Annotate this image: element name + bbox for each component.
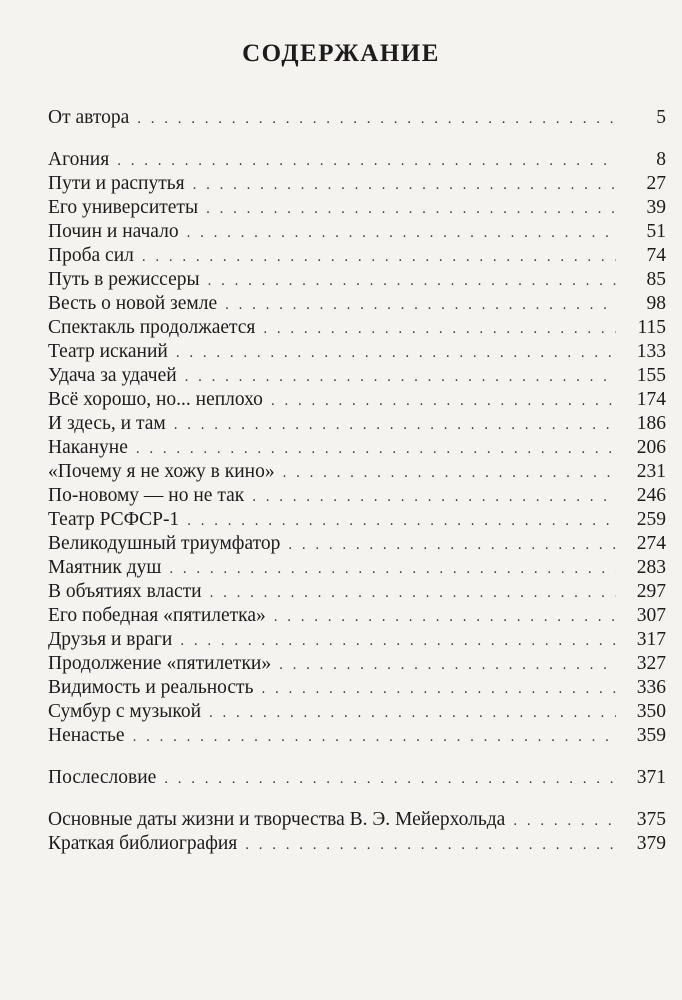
dot-leader: [513, 809, 616, 833]
toc-entry: [48, 244, 666, 268]
toc-entry-page: 246: [636, 485, 666, 506]
toc-entry-page: 74: [646, 245, 666, 266]
toc-entry-title: Его победная «пятилетка»: [48, 605, 266, 626]
toc-entry-page: 206: [636, 437, 666, 458]
dot-leader: [245, 833, 616, 857]
toc-entry-page: 307: [636, 605, 666, 626]
toc-entry-page: 274: [636, 533, 666, 554]
dot-leader: [142, 245, 616, 269]
toc-entry-page: 336: [636, 677, 666, 698]
toc-entry-page: 350: [636, 701, 666, 722]
toc-entry-title: Спектакль продолжается: [48, 317, 256, 338]
toc-entry: [48, 340, 666, 364]
toc-entry: [48, 316, 666, 340]
toc-entry-page: 359: [636, 725, 666, 746]
toc-entry-title: Пути и распутья: [48, 173, 185, 194]
toc-entry-page: 375: [636, 809, 666, 830]
toc-entry-page: 133: [636, 341, 666, 362]
toc-entry: [48, 832, 666, 856]
dot-leader: [117, 149, 616, 173]
dot-leader: [261, 677, 616, 701]
toc-entry-title: От автора: [48, 107, 130, 128]
toc-entry-page: 297: [636, 581, 666, 602]
toc-entry-title: Театр РСФСР-1: [48, 509, 180, 530]
toc-entry-page: 155: [636, 365, 666, 386]
toc-entry-title: Удача за удачей: [48, 365, 177, 386]
toc-entry-page: 317: [636, 629, 666, 650]
toc-entry: [48, 220, 666, 244]
dot-leader: [283, 461, 616, 485]
toc-entry-title: Маятник душ: [48, 557, 162, 578]
dot-leader: [180, 629, 616, 653]
toc-entry-title: Театр исканий: [48, 341, 168, 362]
dot-leader: [187, 221, 616, 245]
toc-entry: [48, 268, 666, 292]
toc-entry-title: Послесловие: [48, 767, 157, 788]
dot-leader: [263, 317, 616, 341]
toc-entry-page: 231: [636, 461, 666, 482]
dot-leader: [133, 725, 616, 749]
toc-entry-title: Друзья и враги: [48, 629, 173, 650]
toc-entry-page: 186: [636, 413, 666, 434]
toc-entry-page: 98: [646, 293, 666, 314]
dot-leader: [288, 533, 616, 557]
toc-entry-title: Великодушный триумфатор: [48, 533, 281, 554]
toc-entry-title: Почин и начало: [48, 221, 179, 242]
toc-entry: [48, 700, 666, 724]
toc-entry: [48, 412, 666, 436]
toc-entry-page: 39: [646, 197, 666, 218]
toc-entry-title: Весть о новой земле: [48, 293, 218, 314]
toc-entry-page: 115: [637, 317, 666, 338]
toc-entry-title: Ненастье: [48, 725, 125, 746]
dot-leader: [136, 437, 616, 461]
toc-entry: [48, 604, 666, 628]
toc-entry-page: 327: [636, 653, 666, 674]
dot-leader: [174, 413, 616, 437]
toc-entry-page: 8: [656, 149, 666, 170]
toc-entry-title: Продолжение «пятилетки»: [48, 653, 272, 674]
dot-leader: [210, 581, 616, 605]
dot-leader: [169, 557, 616, 581]
toc-entry-title: По-новому — но не так: [48, 485, 245, 506]
toc-entry: [48, 172, 666, 196]
dot-leader: [252, 485, 616, 509]
toc-entry: [48, 676, 666, 700]
toc-entry-title: Основные даты жизни и творчества В. Э. Мейерхольда: [48, 809, 506, 830]
page-title: СОДЕРЖАНИЕ: [242, 40, 440, 67]
toc-entry: [48, 808, 666, 832]
toc-entry-title: Путь в режиссеры: [48, 269, 200, 290]
dot-leader: [176, 341, 616, 365]
toc-entry: [48, 292, 666, 316]
toc-entry-title: Краткая библиография: [48, 833, 238, 854]
toc-entry-title: Всё хорошо, но... неплохо: [48, 389, 263, 410]
toc-entry: [48, 532, 666, 556]
toc-entry-title: В объятиях власти: [48, 581, 202, 602]
toc-entry-title: Сумбур с музыкой: [48, 701, 202, 722]
dot-leader: [274, 605, 616, 629]
dot-leader: [164, 767, 616, 791]
dot-leader: [208, 269, 616, 293]
dot-leader: [193, 173, 616, 197]
toc-entry-page: 51: [646, 221, 666, 242]
toc-entry-title: Проба сил: [48, 245, 134, 266]
toc-entry-page: 174: [636, 389, 666, 410]
dot-leader: [187, 509, 616, 533]
toc-entry-page: 379: [636, 833, 666, 854]
toc-entry-title: «Почему я не хожу в кино»: [48, 461, 275, 482]
toc-entry-title: Накануне: [48, 437, 128, 458]
toc-entry: [48, 364, 666, 388]
dot-leader: [137, 107, 616, 131]
toc-entry: [48, 196, 666, 220]
toc-entry: [48, 436, 666, 460]
toc-entry: [48, 484, 666, 508]
toc-entry-page: 283: [636, 557, 666, 578]
toc-entry: [48, 628, 666, 652]
toc-entry: [48, 652, 666, 676]
toc-entry-title: Видимость и реальность: [48, 677, 254, 698]
toc-entry-page: 371: [636, 767, 666, 788]
toc-entry-title: Его университеты: [48, 197, 199, 218]
dot-leader: [209, 701, 616, 725]
dot-leader: [206, 197, 616, 221]
toc-entry-page: 259: [636, 509, 666, 530]
toc-entry: [48, 460, 666, 484]
dot-leader: [271, 389, 616, 413]
toc-entry: [48, 766, 666, 790]
toc-entry-page: 85: [646, 269, 666, 290]
toc-entry-page: 5: [656, 107, 666, 128]
toc-entry: [48, 388, 666, 412]
toc-entry-page: 27: [646, 173, 666, 194]
toc-entry: [48, 556, 666, 580]
toc-entry: [48, 724, 666, 748]
toc-entry: [48, 508, 666, 532]
toc-entry-title: Агония: [48, 149, 110, 170]
toc-entry: [48, 148, 666, 172]
toc-entry-title: И здесь, и там: [48, 413, 166, 434]
dot-leader: [225, 293, 616, 317]
dot-leader: [279, 653, 616, 677]
toc-entry: [48, 106, 666, 130]
toc-entry: [48, 580, 666, 604]
dot-leader: [185, 365, 616, 389]
